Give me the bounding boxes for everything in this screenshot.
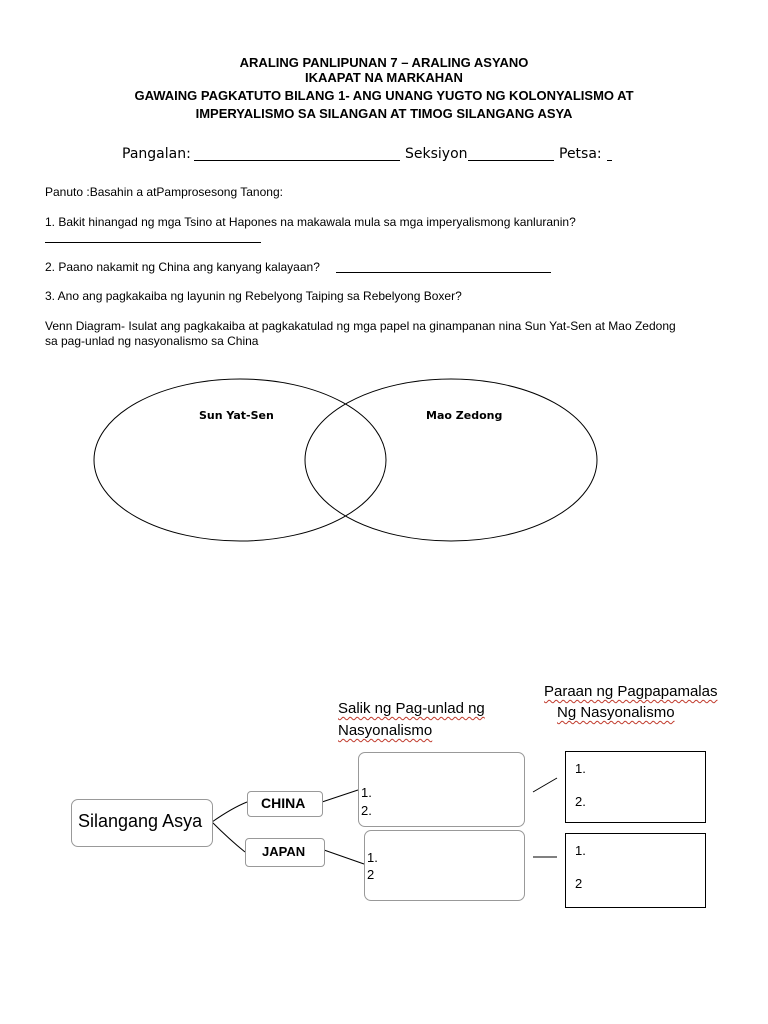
venn-right-label: Mao Zedong [426, 409, 503, 422]
japan-node [245, 838, 325, 867]
connector-china-ways [533, 778, 557, 792]
connector-japan-factors [324, 850, 364, 864]
header-line-1: ARALING PANLIPUNAN 7 – ARALING ASYANO [239, 55, 529, 70]
header-line-4: IMPERYALISMO SA SILANGAN AT TIMOG SILANGANG ASYA [195, 106, 573, 121]
instructions-text: Panuto :Basahin a atPamprosesong Tanong: [45, 185, 283, 199]
japan-node-label: JAPAN [262, 844, 306, 859]
japan-way-1: 1. [575, 843, 586, 858]
date-label: Petsa: [559, 146, 602, 162]
root-node [71, 799, 213, 847]
factors-heading-line-2: Nasyonalismo [338, 722, 433, 739]
china-factor-2: 2. [361, 803, 372, 818]
venn-right-circle [305, 379, 597, 541]
ways-heading-line-1: Paraan ng Pagpapamalas [544, 683, 718, 700]
factors-heading-line-1: Salik ng Pag-unlad ng [338, 700, 485, 717]
factors-heading-2 [338, 722, 432, 739]
japan-ways-box[interactable] [565, 833, 706, 908]
ways-heading [544, 683, 717, 700]
venn-left-label: Sun Yat-Sen [199, 409, 274, 422]
china-factor-1: 1. [361, 785, 372, 800]
china-node [247, 791, 323, 817]
venn-instruction-line-2: sa pag-unlad ng nasyonalismo sa China [45, 334, 259, 348]
china-way-2: 2. [575, 794, 586, 809]
question-1: 1. Bakit hinangad ng mga Tsino at Hapones na makawala mula sa mga imperyalismong kanluranin? [45, 215, 576, 229]
root-node-label: Silangang Asya [78, 811, 203, 831]
header-line-2: IKAAPAT NA MARKAHAN [305, 70, 463, 85]
japan-factors-box[interactable] [364, 830, 525, 901]
japan-factor-2: 2 [367, 867, 375, 882]
china-ways-box[interactable] [565, 751, 706, 823]
connector-root-china [212, 802, 247, 822]
china-node-label: CHINA [261, 795, 306, 811]
ways-heading-2 [557, 704, 675, 721]
connector-china-factors [322, 790, 358, 802]
china-factors-box[interactable] [358, 752, 525, 827]
name-label: Pangalan: [122, 146, 191, 162]
factors-heading [338, 700, 485, 717]
section-label: Seksiyon [405, 146, 468, 162]
connector-root-japan [212, 822, 245, 852]
question-2: 2. Paano nakamit ng China ang kanyang kalayaan? [45, 260, 320, 274]
question-3: 3. Ano ang pagkakaiba ng layunin ng Rebelyong Taiping sa Rebelyong Boxer? [45, 289, 462, 303]
venn-instruction-line-1: Venn Diagram- Isulat ang pagkakaiba at pagkakatulad ng mga papel na ginampanan nina Sun Yat-Sen at Mao Zedong [45, 319, 676, 333]
china-way-1: 1. [575, 761, 586, 776]
venn-left-circle [94, 379, 386, 541]
ways-heading-line-2: Ng Nasyonalismo [557, 704, 675, 721]
header-line-3: GAWAING PAGKATUTO BILANG 1- ANG UNANG YUGTO NG KOLONYALISMO AT [134, 88, 634, 103]
japan-way-2: 2 [575, 876, 583, 891]
japan-factor-1: 1. [367, 850, 378, 865]
